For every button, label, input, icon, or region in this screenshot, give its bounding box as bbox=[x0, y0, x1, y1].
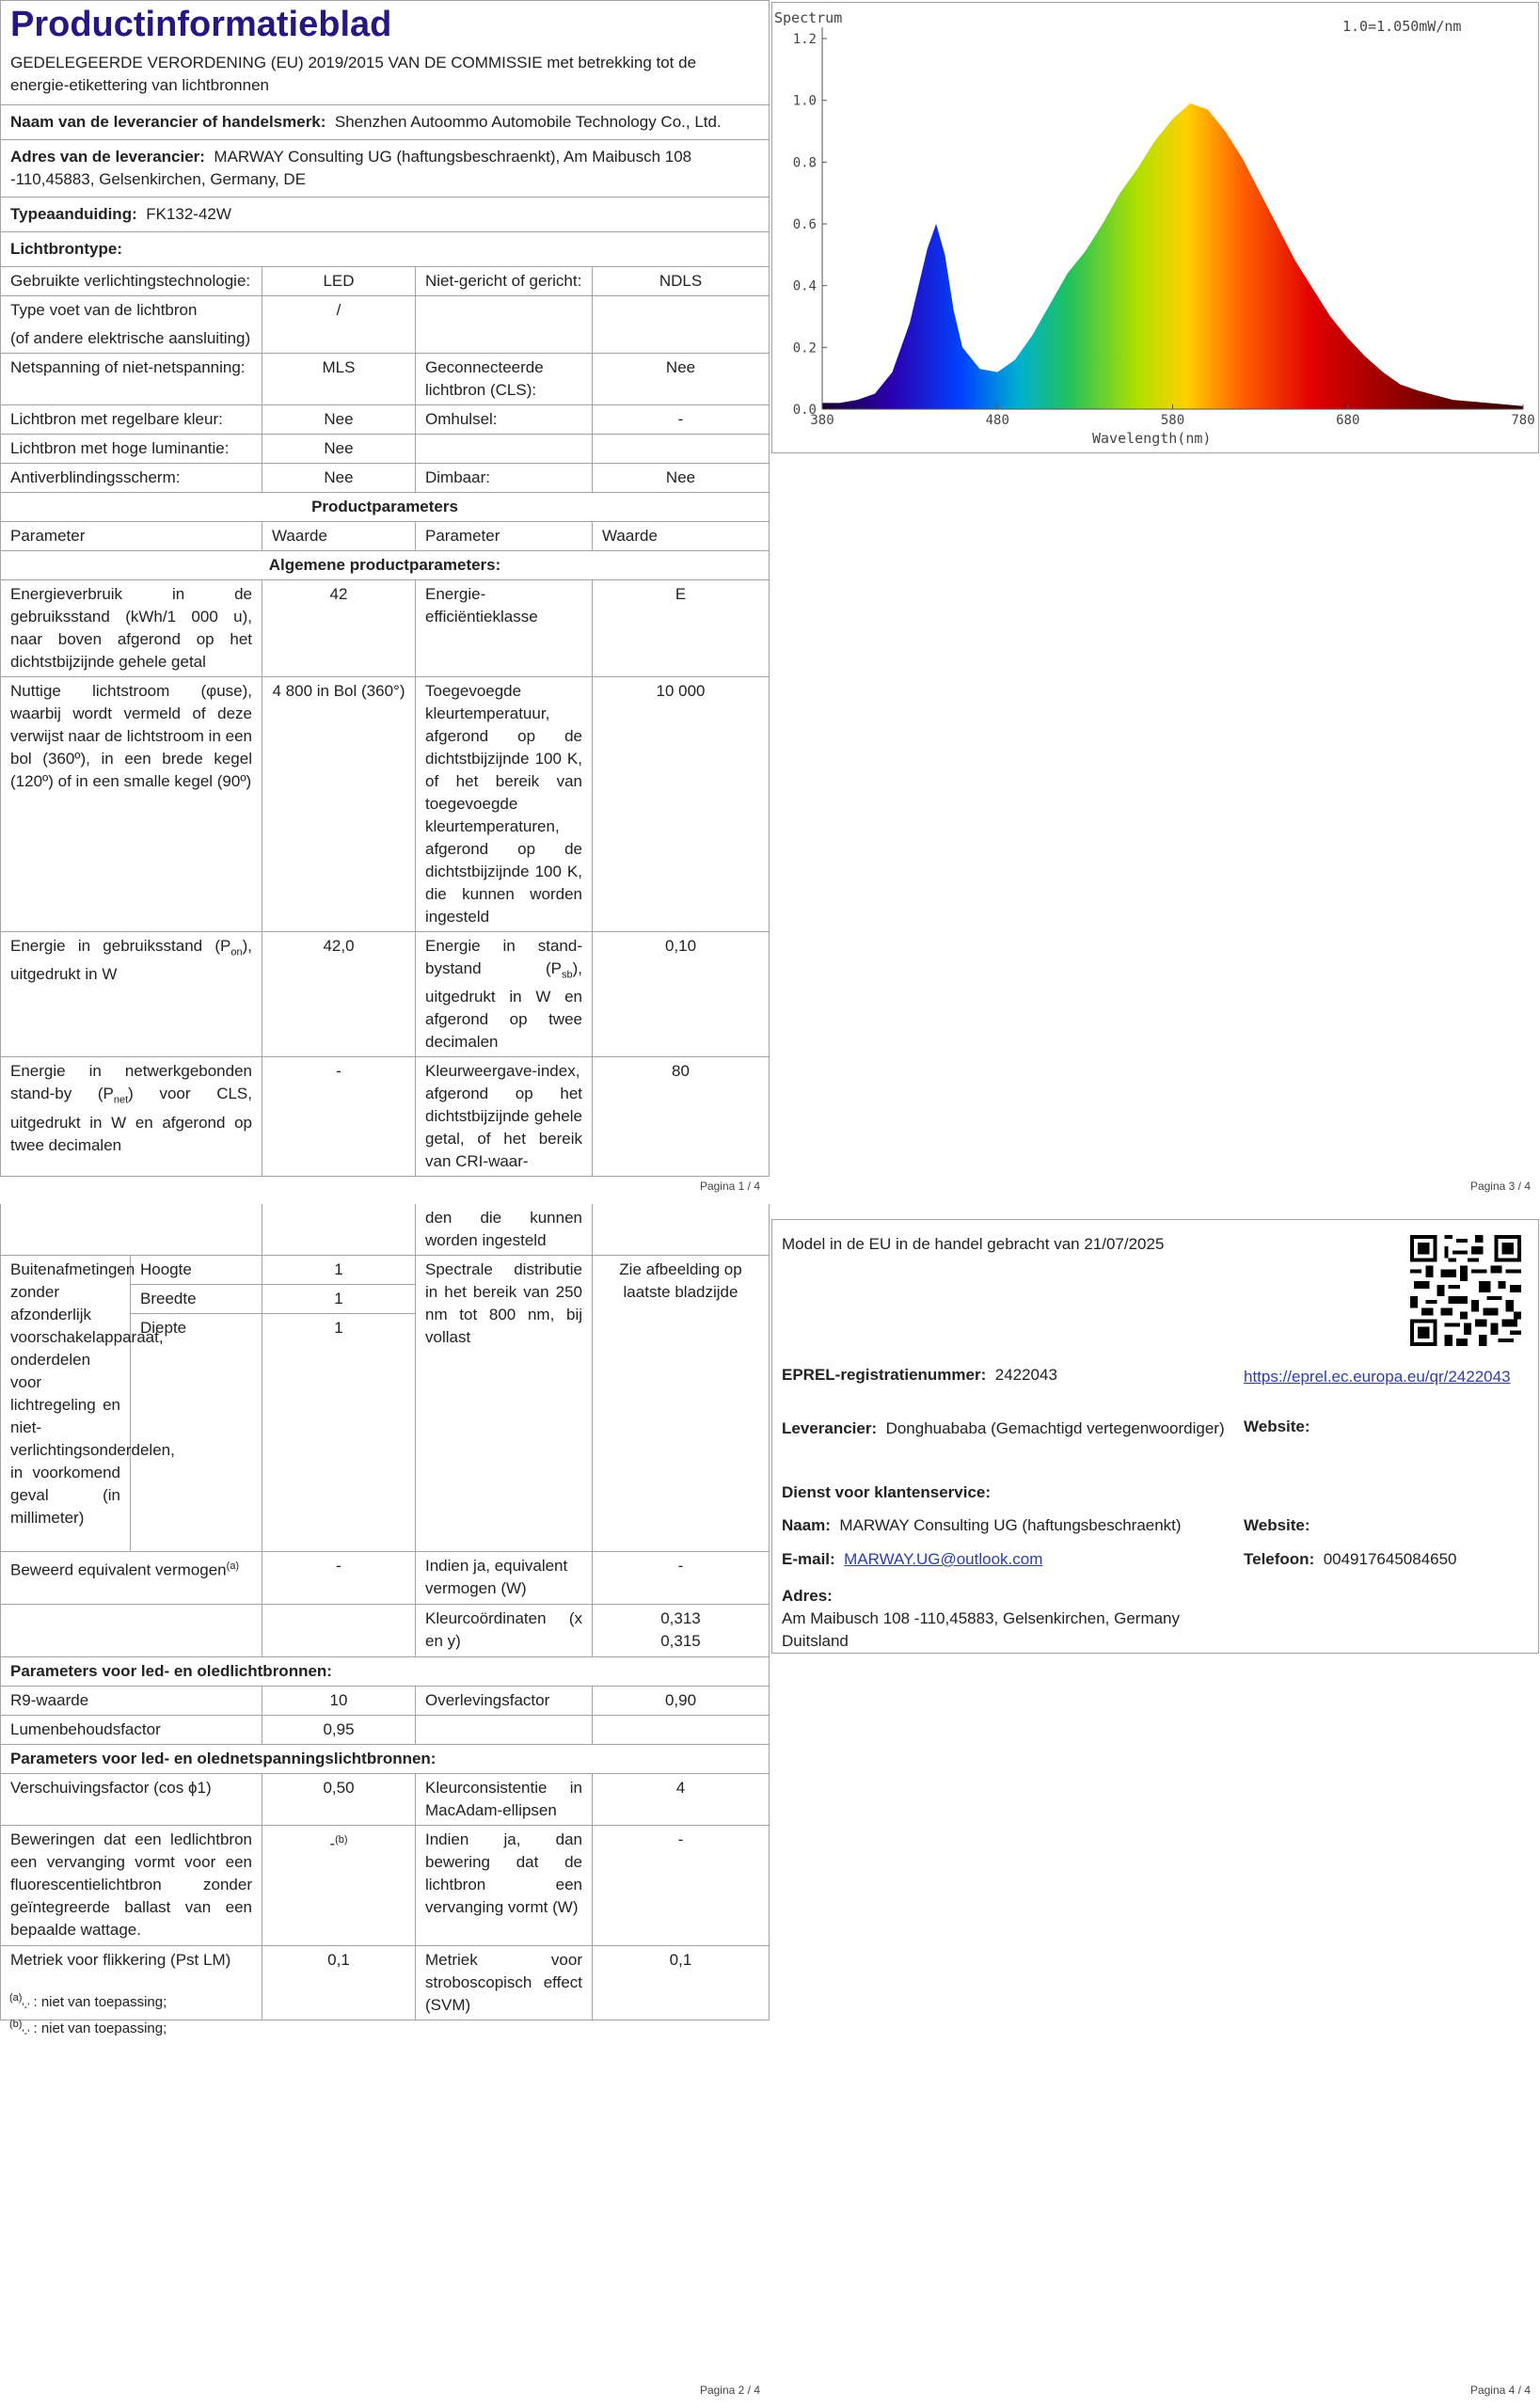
col-param-2: Parameter bbox=[416, 522, 593, 551]
y-tick-label: 0.4 bbox=[792, 278, 817, 294]
cls-value: Nee bbox=[593, 354, 770, 405]
spd-value: Zie afbeelding op laatste bladzijde bbox=[593, 1256, 770, 1552]
dims-label: Buitenafmetingen zonder afzonderlijk voorschakelapparaat, onderdelen voor lichtregeling en niet-verlichtingsonderdelen, in voorkomend geval (in millimeter) bbox=[1, 1256, 131, 1552]
hl-value: Nee bbox=[262, 435, 416, 464]
cri-label-cont: den die kunnen worden ingesteld bbox=[416, 1204, 593, 1256]
x-tick-label: 680 bbox=[1336, 413, 1360, 428]
replace-sup: (b) bbox=[335, 1834, 348, 1846]
cap-label bbox=[1, 296, 262, 354]
class-label: Energie-efficiëntieklasse bbox=[416, 580, 593, 677]
address-line2: Duitsland bbox=[782, 1632, 849, 1650]
supplier-name-label: Naam van de leverancier of handelsmerk: bbox=[10, 113, 326, 131]
qr-code-icon[interactable] bbox=[1410, 1235, 1521, 1346]
spectrum-chart bbox=[771, 2, 1539, 453]
x-tick-label: 380 bbox=[810, 413, 834, 428]
address-line1: Am Maibusch 108 -110,45883, Gelsenkirchen, Germany bbox=[782, 1609, 1181, 1627]
service-label: Dienst voor klantenservice: bbox=[782, 1483, 992, 1501]
chart-title: Spectrum bbox=[774, 9, 843, 26]
height-value: 1 bbox=[262, 1256, 416, 1285]
mains-value: MLS bbox=[262, 354, 416, 405]
supplier-address: MARWAY Consulting UG (haftungsbeschraenkt), Am Maibusch 108 -110,45883, Gelsenkirchen, Germany, DE bbox=[10, 148, 692, 188]
class-value: E bbox=[593, 580, 770, 677]
chart-annotation: 1.0=1.050mW/nm bbox=[1342, 18, 1462, 35]
website2-label: Website: bbox=[1244, 1516, 1310, 1534]
chart-xlabel: Wavelength(nm) bbox=[1092, 430, 1212, 447]
hl-label: Lichtbron met hoge luminantie: bbox=[1, 435, 262, 464]
cri-label: Kleurweergave-index, afgerond op het dichtstbijzijnde gehele getal, of het bereik van CRI-waar- bbox=[416, 1057, 593, 1177]
cap-label-line1: Type voet van de lichtbron bbox=[10, 301, 198, 319]
directional-label: Niet-gericht of gericht: bbox=[416, 267, 593, 296]
psb-sub: sb bbox=[561, 969, 573, 981]
page-4 bbox=[770, 1204, 1540, 2408]
y-tick-label: 1.2 bbox=[792, 32, 817, 47]
eprel-link[interactable]: https://eprel.ec.europa.eu/qr/2422043 bbox=[1244, 1368, 1511, 1386]
regulation-text: GEDELEGEERDE VERORDENING (EU) 2019/2015 VAN DE COMMISSIE met betrekking tot de energie-etikettering van lichtbronnen bbox=[10, 54, 697, 94]
pf-value: 0,50 bbox=[262, 1774, 416, 1826]
energy-label: Energieverbruik in de gebruiksstand (kWh/1 000 u), naar boven afgerond op het dichtstbijzijnde gehele getal bbox=[1, 580, 262, 677]
product-params-table-continued bbox=[0, 1204, 770, 2020]
pon-label: Energie in gebruiksstand $(P_{on})$, uitgedrukt in W bbox=[1, 932, 262, 1057]
page-2 bbox=[0, 1204, 770, 2408]
supplier-address-label: Adres van de leverancier: bbox=[10, 148, 205, 166]
psb-label: Energie in stand-bystand $(P_{sb})$, uitgedrukt in W en afgerond op twee decimalen bbox=[416, 932, 593, 1057]
cap-value: / bbox=[262, 296, 416, 354]
model-label: Typeaanduiding: bbox=[10, 205, 137, 223]
page-number-3: Pagina 3 / 4 bbox=[1469, 1180, 1531, 1193]
page-number-2: Pagina 2 / 4 bbox=[699, 2384, 760, 2397]
product-info-table bbox=[0, 0, 770, 1177]
pf-label: Verschuivingsfactor (cos ϕ1) bbox=[1, 1774, 262, 1826]
depth-label: Diepte bbox=[131, 1314, 262, 1552]
led-params-heading: Parameters voor led- en oledlichtbronnen: bbox=[1, 1657, 770, 1687]
tech-label: Gebruikte verlichtingstechnologie: bbox=[1, 267, 262, 296]
col-value-1: Waarde bbox=[262, 522, 416, 551]
psb-value: 0,10 bbox=[593, 932, 770, 1057]
pon-value: 42,0 bbox=[262, 932, 416, 1057]
phone: Telefoon: 004917645084650 bbox=[1244, 1550, 1457, 1568]
model-id: FK132-42W bbox=[146, 205, 231, 223]
replacew-label: Indien ja, dan bewering dat de lichtbron een vervanging vormt (W) bbox=[416, 1826, 593, 1946]
r9-label: R9-waarde bbox=[1, 1687, 262, 1716]
equivw-value: - bbox=[593, 1552, 770, 1605]
flux-value: 4 800 in Bol (360°) bbox=[262, 677, 416, 932]
width-value: 1 bbox=[262, 1285, 416, 1314]
dimmable-value: Nee bbox=[593, 464, 770, 493]
flicker-value: 0,1 bbox=[262, 1946, 416, 2020]
replace-label: Beweringen dat een ledlichtbron een vervanging vormt voor een fluorescentielichtbron zonder geïntegreerde ballast van een bepaalde wattage. bbox=[1, 1826, 262, 1946]
y-tick-label: 1.0 bbox=[792, 93, 817, 109]
lumen-value: 0,95 bbox=[262, 1716, 416, 1745]
strobe-value: 0,1 bbox=[593, 1946, 770, 2020]
y-tick-label: 0.8 bbox=[792, 155, 817, 171]
macadam-label: Kleurconsistentie in MacAdam-ellipsen bbox=[416, 1774, 593, 1826]
mains-params-heading: Parameters voor led- en olednetspanningslichtbronnen: bbox=[1, 1745, 770, 1774]
supplier: Leverancier: Donghuababa (Gemachtigd vertegenwoordiger) bbox=[782, 1419, 1225, 1437]
cap-label-line2: (of andere elektrische aansluiting) bbox=[10, 329, 251, 347]
cls-label: Geconnecteerde lichtbron (CLS): bbox=[416, 354, 593, 405]
eprel-number: EPREL-registratienummer: 2422043 bbox=[782, 1366, 1057, 1384]
equivw-label: Indien ja, equivalent vermogen (W) bbox=[416, 1552, 593, 1605]
x-tick-label: 480 bbox=[985, 413, 1009, 428]
mains-label: Netspanning of niet-netspanning: bbox=[1, 354, 262, 405]
width-label: Breedte bbox=[131, 1285, 262, 1314]
pnet-value: - bbox=[262, 1057, 416, 1177]
strobe-label: Metriek voor stroboscopisch effect (SVM) bbox=[416, 1946, 593, 2020]
glare-value: Nee bbox=[262, 464, 416, 493]
color-label: Lichtbron met regelbare kleur: bbox=[1, 405, 262, 435]
survival-label: Overlevingsfactor bbox=[416, 1687, 593, 1716]
equiv-label: Beweerd equivalent vermogen$^{(a)}$ bbox=[1, 1552, 262, 1605]
envelope-label: Omhulsel: bbox=[416, 405, 593, 435]
cct-label: Toegevoegde kleurtemperatuur, afgerond op de dichtstbijzijnde 100 K, of het bereik van toegevoegde kleurtemperaturen, afgerond op de dichtstbijzijnde 100 K, die kunnen worden ingesteld bbox=[416, 677, 593, 932]
glare-label: Antiverblindingsscherm: bbox=[1, 464, 262, 493]
y-tick-label: 0.6 bbox=[792, 217, 817, 232]
x-tick-label: 580 bbox=[1160, 413, 1185, 428]
dimmable-label: Dimbaar: bbox=[416, 464, 593, 493]
eprel-info-box bbox=[771, 1219, 1539, 1654]
y-tick-label: 0.0 bbox=[792, 403, 817, 418]
pnet-label: Energie in netwerkgebonden stand-by $(P_{net})$ voor CLS, uitgedrukt in W en afgerond op twee decimalen bbox=[1, 1057, 262, 1177]
envelope-value: - bbox=[593, 405, 770, 435]
spectrum-area bbox=[822, 103, 1523, 409]
x-tick-label: 780 bbox=[1511, 413, 1535, 428]
email: E-mail: MARWAY.UG@outlook.com bbox=[782, 1550, 1043, 1568]
page-3 bbox=[770, 0, 1540, 1204]
r9-value: 10 bbox=[262, 1687, 416, 1716]
depth-value: 1 bbox=[262, 1314, 416, 1552]
y-tick-label: 0.2 bbox=[792, 341, 817, 356]
footnote-a: $^{(a)}_{'-'}$ : niet van toepassing; bbox=[9, 1992, 167, 2013]
page-title: Productinformatieblad bbox=[10, 5, 392, 44]
lightsource-type-heading: Lichtbrontype: bbox=[1, 232, 770, 267]
email-link[interactable]: MARWAY.UG@outlook.com bbox=[844, 1550, 1043, 1568]
color-value: Nee bbox=[262, 405, 416, 435]
survival-value: 0,90 bbox=[593, 1687, 770, 1716]
macadam-value: 4 bbox=[593, 1774, 770, 1826]
xy-label: Kleurcoördinaten (x en y) bbox=[416, 1605, 593, 1657]
directional-value: NDLS bbox=[593, 267, 770, 296]
cct-value: 10 000 bbox=[593, 677, 770, 932]
footnote-b: $^{(b)}_{'-'}$ : niet van toepassing; bbox=[9, 2019, 167, 2039]
cri-value: 80 bbox=[593, 1057, 770, 1177]
website-label: Website: bbox=[1244, 1418, 1310, 1435]
equiv-sup: (a) bbox=[226, 1560, 240, 1572]
equiv-value: - bbox=[262, 1552, 416, 1605]
flicker-label: Metriek voor flikkering (Pst LM) bbox=[1, 1946, 262, 2020]
y-value: 0,315 bbox=[660, 1632, 701, 1650]
productparams-heading: Productparameters bbox=[1, 493, 770, 522]
x-value: 0,313 bbox=[660, 1609, 701, 1627]
general-params-heading: Algemene productparameters: bbox=[1, 551, 770, 580]
col-param-1: Parameter bbox=[1, 522, 262, 551]
page-1 bbox=[0, 0, 770, 1204]
replace-value: -$^{(b)}$ bbox=[262, 1826, 416, 1946]
energy-value: 42 bbox=[262, 580, 416, 677]
flux-label: Nuttige lichtstroom (φuse), waarbij wordt vermeld of deze verwijst naar de lichtstroom in een bol (360º), in een brede kegel (120º) of in een smalle kegel (90º) bbox=[1, 677, 262, 932]
address-label: Adres: bbox=[782, 1587, 833, 1605]
page-number-4: Pagina 4 / 4 bbox=[1469, 2384, 1531, 2397]
lumen-label: Lumenbehoudsfactor bbox=[1, 1716, 262, 1745]
tech-value: LED bbox=[262, 267, 416, 296]
supplier-name: Shenzhen Autoommo Automobile Technology Co., Ltd. bbox=[334, 113, 722, 131]
marketed-date: Model in de EU in de handel gebracht van 21/07/2025 bbox=[782, 1235, 1165, 1253]
col-value-2: Waarde bbox=[593, 522, 770, 551]
spd-label: Spectrale distributie in het bereik van 250 nm tot 800 nm, bij vollast bbox=[416, 1256, 593, 1552]
replacew-value: - bbox=[593, 1826, 770, 1946]
service-name: Naam: MARWAY Consulting UG (haftungsbeschraenkt) bbox=[782, 1516, 1182, 1534]
spectrum-plot bbox=[793, 27, 1535, 428]
pnet-sub: net bbox=[113, 1094, 129, 1106]
xy-value bbox=[593, 1605, 770, 1657]
pon-sub: on bbox=[230, 946, 243, 958]
page-number-1: Pagina 1 / 4 bbox=[699, 1180, 760, 1193]
height-label: Hoogte bbox=[131, 1256, 262, 1285]
